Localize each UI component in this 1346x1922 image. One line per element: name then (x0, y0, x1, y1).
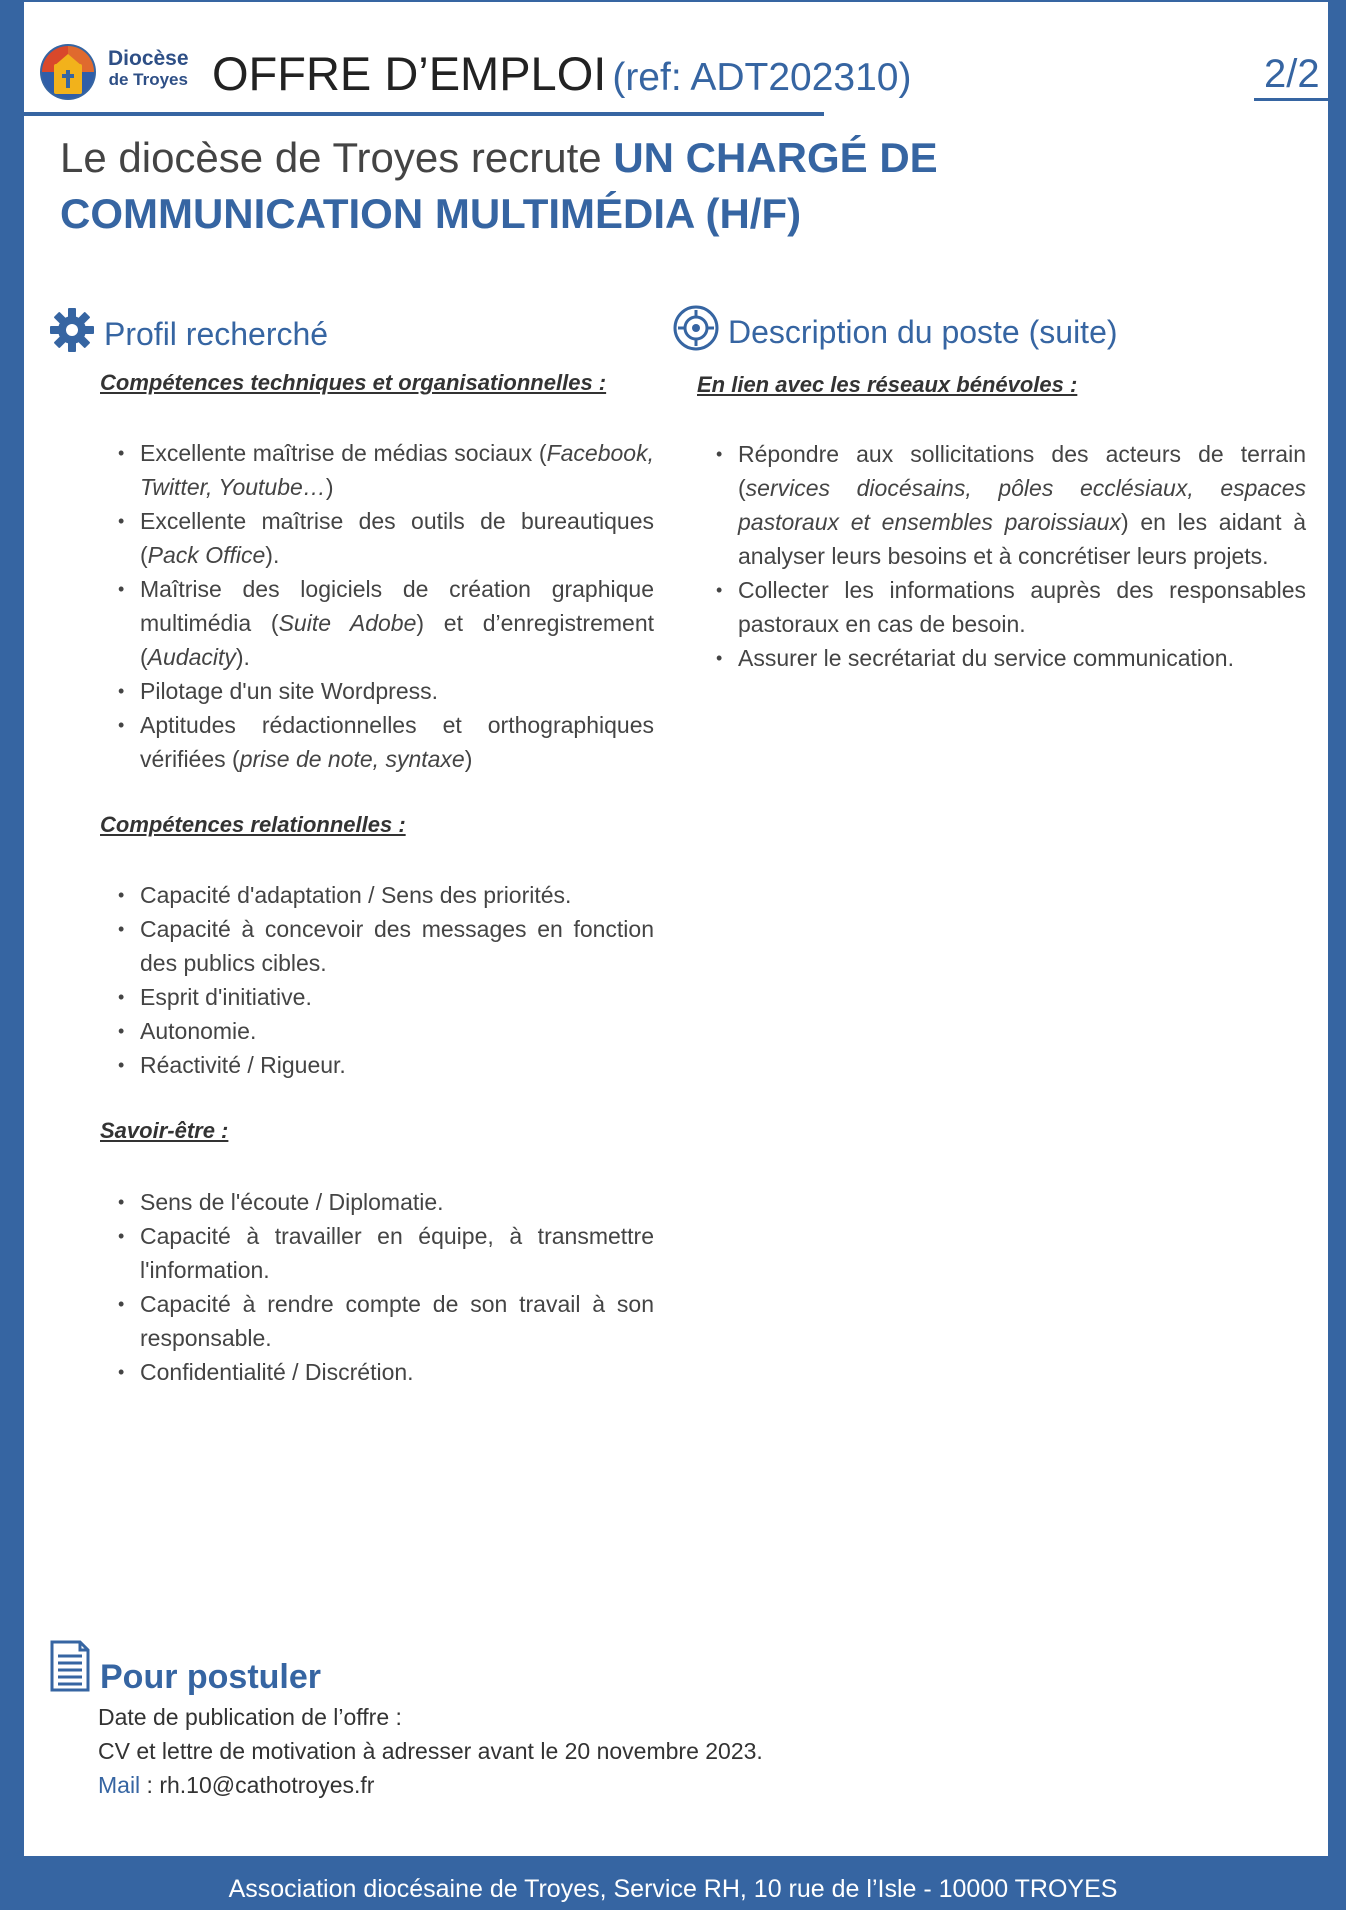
list-item: • Assurer le secrétariat du service communication. (716, 641, 1306, 675)
technical-skills-list (118, 436, 654, 776)
volunteer-networks-heading: En lien avec les réseaux bénévoles : (697, 372, 1078, 397)
relational-skills-heading: Compétences relationnelles : (100, 812, 406, 837)
mail-line (98, 1768, 763, 1802)
description-list (716, 437, 1306, 675)
list-item: • Confidentialité / Discrétion. (118, 1355, 654, 1389)
list-item: • Réactivité / Rigueur. (118, 1048, 654, 1082)
mail-address-link[interactable]: rh.10@cathotroyes.fr (159, 1772, 375, 1798)
right-border (1328, 0, 1346, 1910)
headline-job-title: UN CHARGÉ DE COMMUNICATION MULTIMÉDIA (H/F) (60, 134, 938, 237)
apply-heading-label: Pour postuler (100, 1658, 322, 1696)
list-item: • Autonomie. (118, 1014, 654, 1048)
logo-wordmark (108, 48, 189, 90)
document-title (212, 46, 911, 101)
logo-line-2: de Troyes (108, 70, 188, 89)
target-icon (672, 304, 720, 360)
left-border (0, 0, 24, 1910)
application-deadline-line: CV et lettre de motivation à adresser avant le 20 novembre 2023. (98, 1738, 763, 1764)
list-item: • Capacité à rendre compte de son travail à son responsable. (118, 1287, 654, 1355)
profile-heading-label: Profil recherché (104, 315, 329, 352)
technical-skills-heading: Compétences techniques et organisationnelles : (100, 370, 607, 395)
headline-intro: Le diocèse de Troyes recrute (60, 134, 614, 181)
apply-details (98, 1700, 763, 1802)
description-heading-label: Description du poste (suite) (728, 313, 1118, 350)
document-icon (50, 1640, 90, 1697)
list-item: • Excellente maîtrise des outils de bureautiques (Pack Office). (118, 504, 654, 572)
footer-address: Association diocésaine de Troyes, Service RH, 10 rue de l’Isle - 10000 TROYES (0, 1856, 1346, 1910)
list-item: • Excellente maîtrise de médias sociaux (Facebook, Twitter, Youtube…) (118, 436, 654, 504)
mail-separator: : (140, 1772, 160, 1798)
job-headline (60, 130, 1260, 242)
apply-section-heading (50, 1640, 321, 1697)
gear-icon (48, 306, 96, 362)
description-section-heading (672, 304, 1118, 360)
diocese-logo-icon (38, 42, 98, 102)
list-item: • Esprit d'initiative. (118, 980, 654, 1014)
logo-line-1: Diocèse (108, 47, 189, 70)
soft-skills-heading: Savoir-être : (100, 1118, 229, 1143)
list-item: • Pilotage d'un site Wordpress. (118, 674, 654, 708)
list-item: • Maîtrise des logiciels de création graphique multimédia (Suite Adobe) et d’enregistrement (Audacity). (118, 572, 654, 674)
profile-section-heading (48, 306, 328, 362)
page-number: 2/2 (1264, 52, 1320, 96)
mail-label: Mail (98, 1772, 141, 1798)
relational-skills-list (118, 878, 654, 1082)
list-item: • Capacité à concevoir des messages en fonction des publics cibles. (118, 912, 654, 980)
list-item: • Capacité à travailler en équipe, à transmettre l'information. (118, 1219, 654, 1287)
list-item: • Répondre aux sollicitations des acteurs de terrain (services diocésains, pôles ecclésiaux, espaces pastoraux et ensembles paroissiaux) en les aidant à analyser leurs besoins et à concrétiser leurs projets. (716, 437, 1306, 573)
soft-skills-list (118, 1185, 654, 1389)
title-text: OFFRE D’EMPLOI (212, 47, 607, 100)
reference-number: (ref: ADT202310) (612, 56, 912, 99)
publication-date-line: Date de publication de l’offre : (98, 1704, 402, 1730)
list-item: • Aptitudes rédactionnelles et orthographiques vérifiées (prise de note, syntaxe) (118, 708, 654, 776)
list-item: • Sens de l'écoute / Diplomatie. (118, 1185, 654, 1219)
header-underline (24, 112, 824, 116)
list-item: • Collecter les informations auprès des responsables pastoraux en cas de besoin. (716, 573, 1306, 641)
list-item: • Capacité d'adaptation / Sens des priorités. (118, 878, 654, 912)
top-border (0, 0, 1346, 2)
page-number-underline (1254, 98, 1328, 101)
